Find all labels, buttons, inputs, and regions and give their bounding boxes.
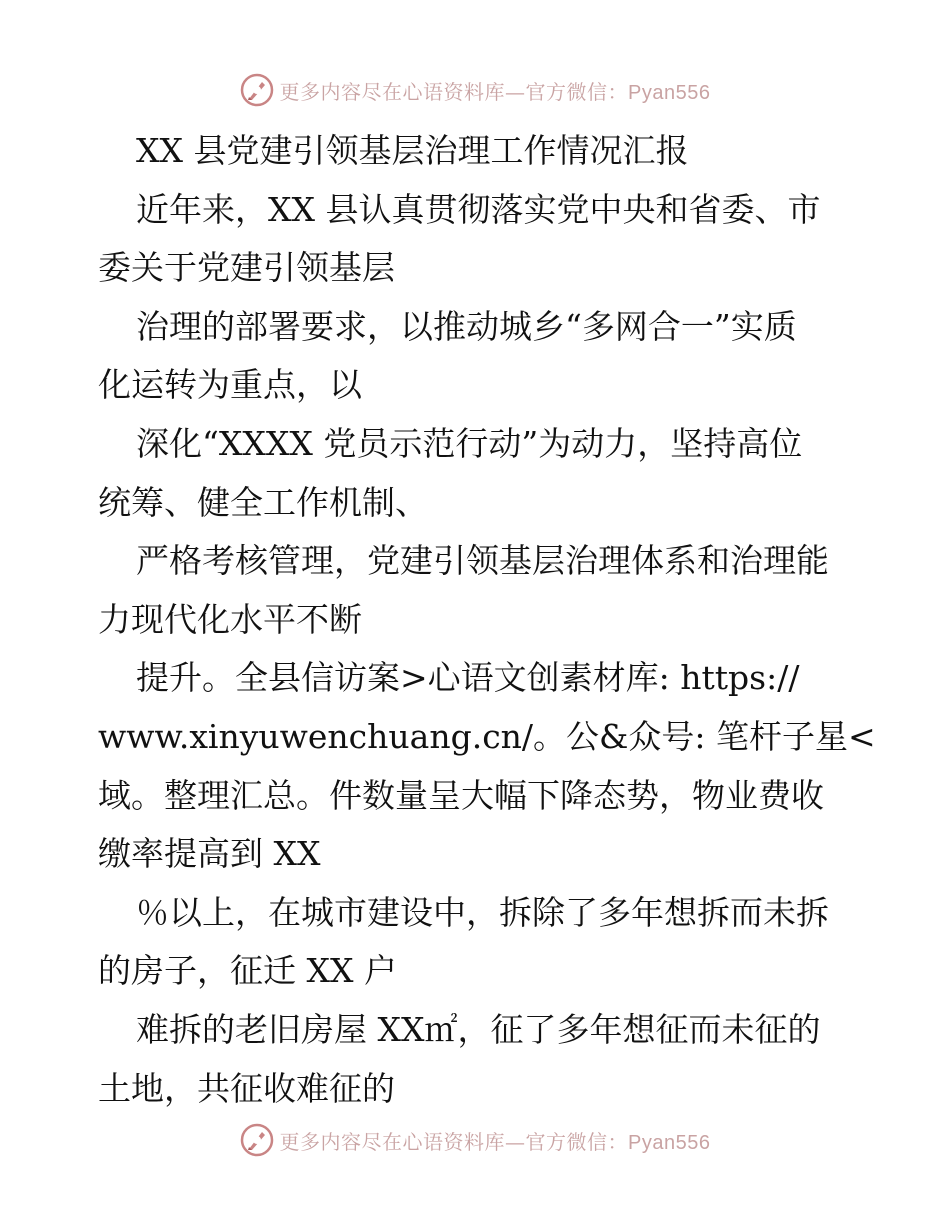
paragraph-line: 域。整理汇总。件数量呈大幅下降态势，物业费收 bbox=[98, 775, 824, 815]
paragraph-line: 治理的部署要求，以推动城乡“多网合一”实质 bbox=[136, 306, 797, 346]
footer-watermark-banner bbox=[0, 1120, 950, 1160]
header-watermark-banner bbox=[0, 70, 950, 110]
paragraph-line: 深化“XXXX 党员示范行动”为动力，坚持高位 bbox=[136, 423, 803, 463]
paragraph-line: 提升。全县信访案>心语文创素材库: https:// bbox=[136, 658, 800, 698]
paragraph-line: 化运转为重点，以 bbox=[98, 365, 362, 405]
paragraph-line: 难拆的老旧房屋 XX㎡，征了多年想征而未征的 bbox=[136, 1009, 821, 1049]
paragraph-line: 力现代化水平不断 bbox=[98, 599, 362, 639]
paragraph-line: 严格考核管理，党建引领基层治理体系和治理能 bbox=[136, 541, 829, 581]
document-title: XX 县党建引领基层治理工作情况汇报 bbox=[136, 131, 689, 170]
paragraph-line: www.xinyuwenchuang.cn/。公&众号: 笔杆子星< bbox=[98, 716, 876, 756]
header-watermark-wechat-id: Pyan556 bbox=[628, 81, 711, 104]
header-watermark-cn: 更多内容尽在心语资料库—官方微信： bbox=[279, 79, 629, 104]
paragraph-line: 近年来，XX 县认真贯彻落实党中央和省委、市 bbox=[136, 189, 821, 229]
paragraph-line: 土地，共征收难征的 bbox=[98, 1068, 395, 1108]
header-watermark-text bbox=[280, 76, 711, 105]
footer-watermark-inner bbox=[240, 1123, 711, 1157]
footer-watermark-text bbox=[280, 1126, 711, 1155]
paragraph-line: 的房子，征迁 XX 户 bbox=[98, 951, 397, 991]
paragraph-line: 统筹、健全工作机制、 bbox=[98, 482, 428, 522]
header-watermark-inner bbox=[240, 73, 711, 107]
paragraph-line: 缴率提高到 XX bbox=[98, 834, 321, 874]
footer-watermark-wechat-id: Pyan556 bbox=[628, 1131, 711, 1154]
paragraph-line: 委关于党建引领基层 bbox=[98, 248, 395, 288]
document-body bbox=[98, 122, 876, 1118]
quill-logo-icon bbox=[240, 1123, 274, 1157]
footer-watermark-cn: 更多内容尽在心语资料库—官方微信： bbox=[279, 1129, 629, 1154]
quill-logo-icon bbox=[240, 73, 274, 107]
paragraph-line: ％以上，在城市建设中，拆除了多年想拆而未拆 bbox=[136, 892, 829, 932]
